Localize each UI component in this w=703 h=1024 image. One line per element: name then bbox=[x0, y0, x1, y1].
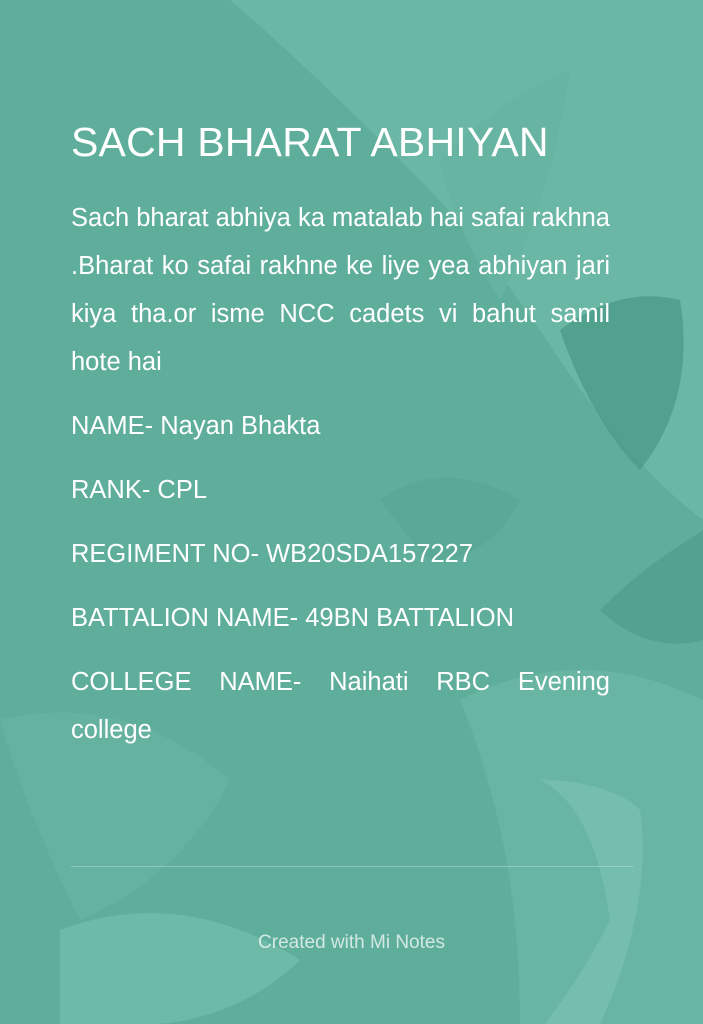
field-rank: RANK- CPL bbox=[71, 476, 208, 504]
field-college-name: COLLEGE NAME- Naihati RBC Evening college bbox=[71, 668, 610, 744]
note-body: Sach bharat abhiya ka matalab hai safai rakhna .Bharat ko safai rakhne ke liye yea abhiyan jari kiya tha.or isme NCC cadets vi bahut samil hote hai bbox=[71, 204, 610, 376]
footer-credit: Created with Mi Notes bbox=[258, 932, 445, 953]
note-fields bbox=[71, 402, 610, 754]
field-name: NAME- Nayan Bhakta bbox=[71, 412, 321, 440]
field-regiment-no: REGIMENT NO- WB20SDA157227 bbox=[71, 540, 473, 568]
note-title: SACH BHARAT ABHIYAN bbox=[71, 119, 549, 165]
footer-divider bbox=[71, 866, 633, 867]
note-content bbox=[71, 112, 610, 754]
field-battalion-name: BATTALION NAME- 49BN BATTALION bbox=[71, 604, 515, 632]
